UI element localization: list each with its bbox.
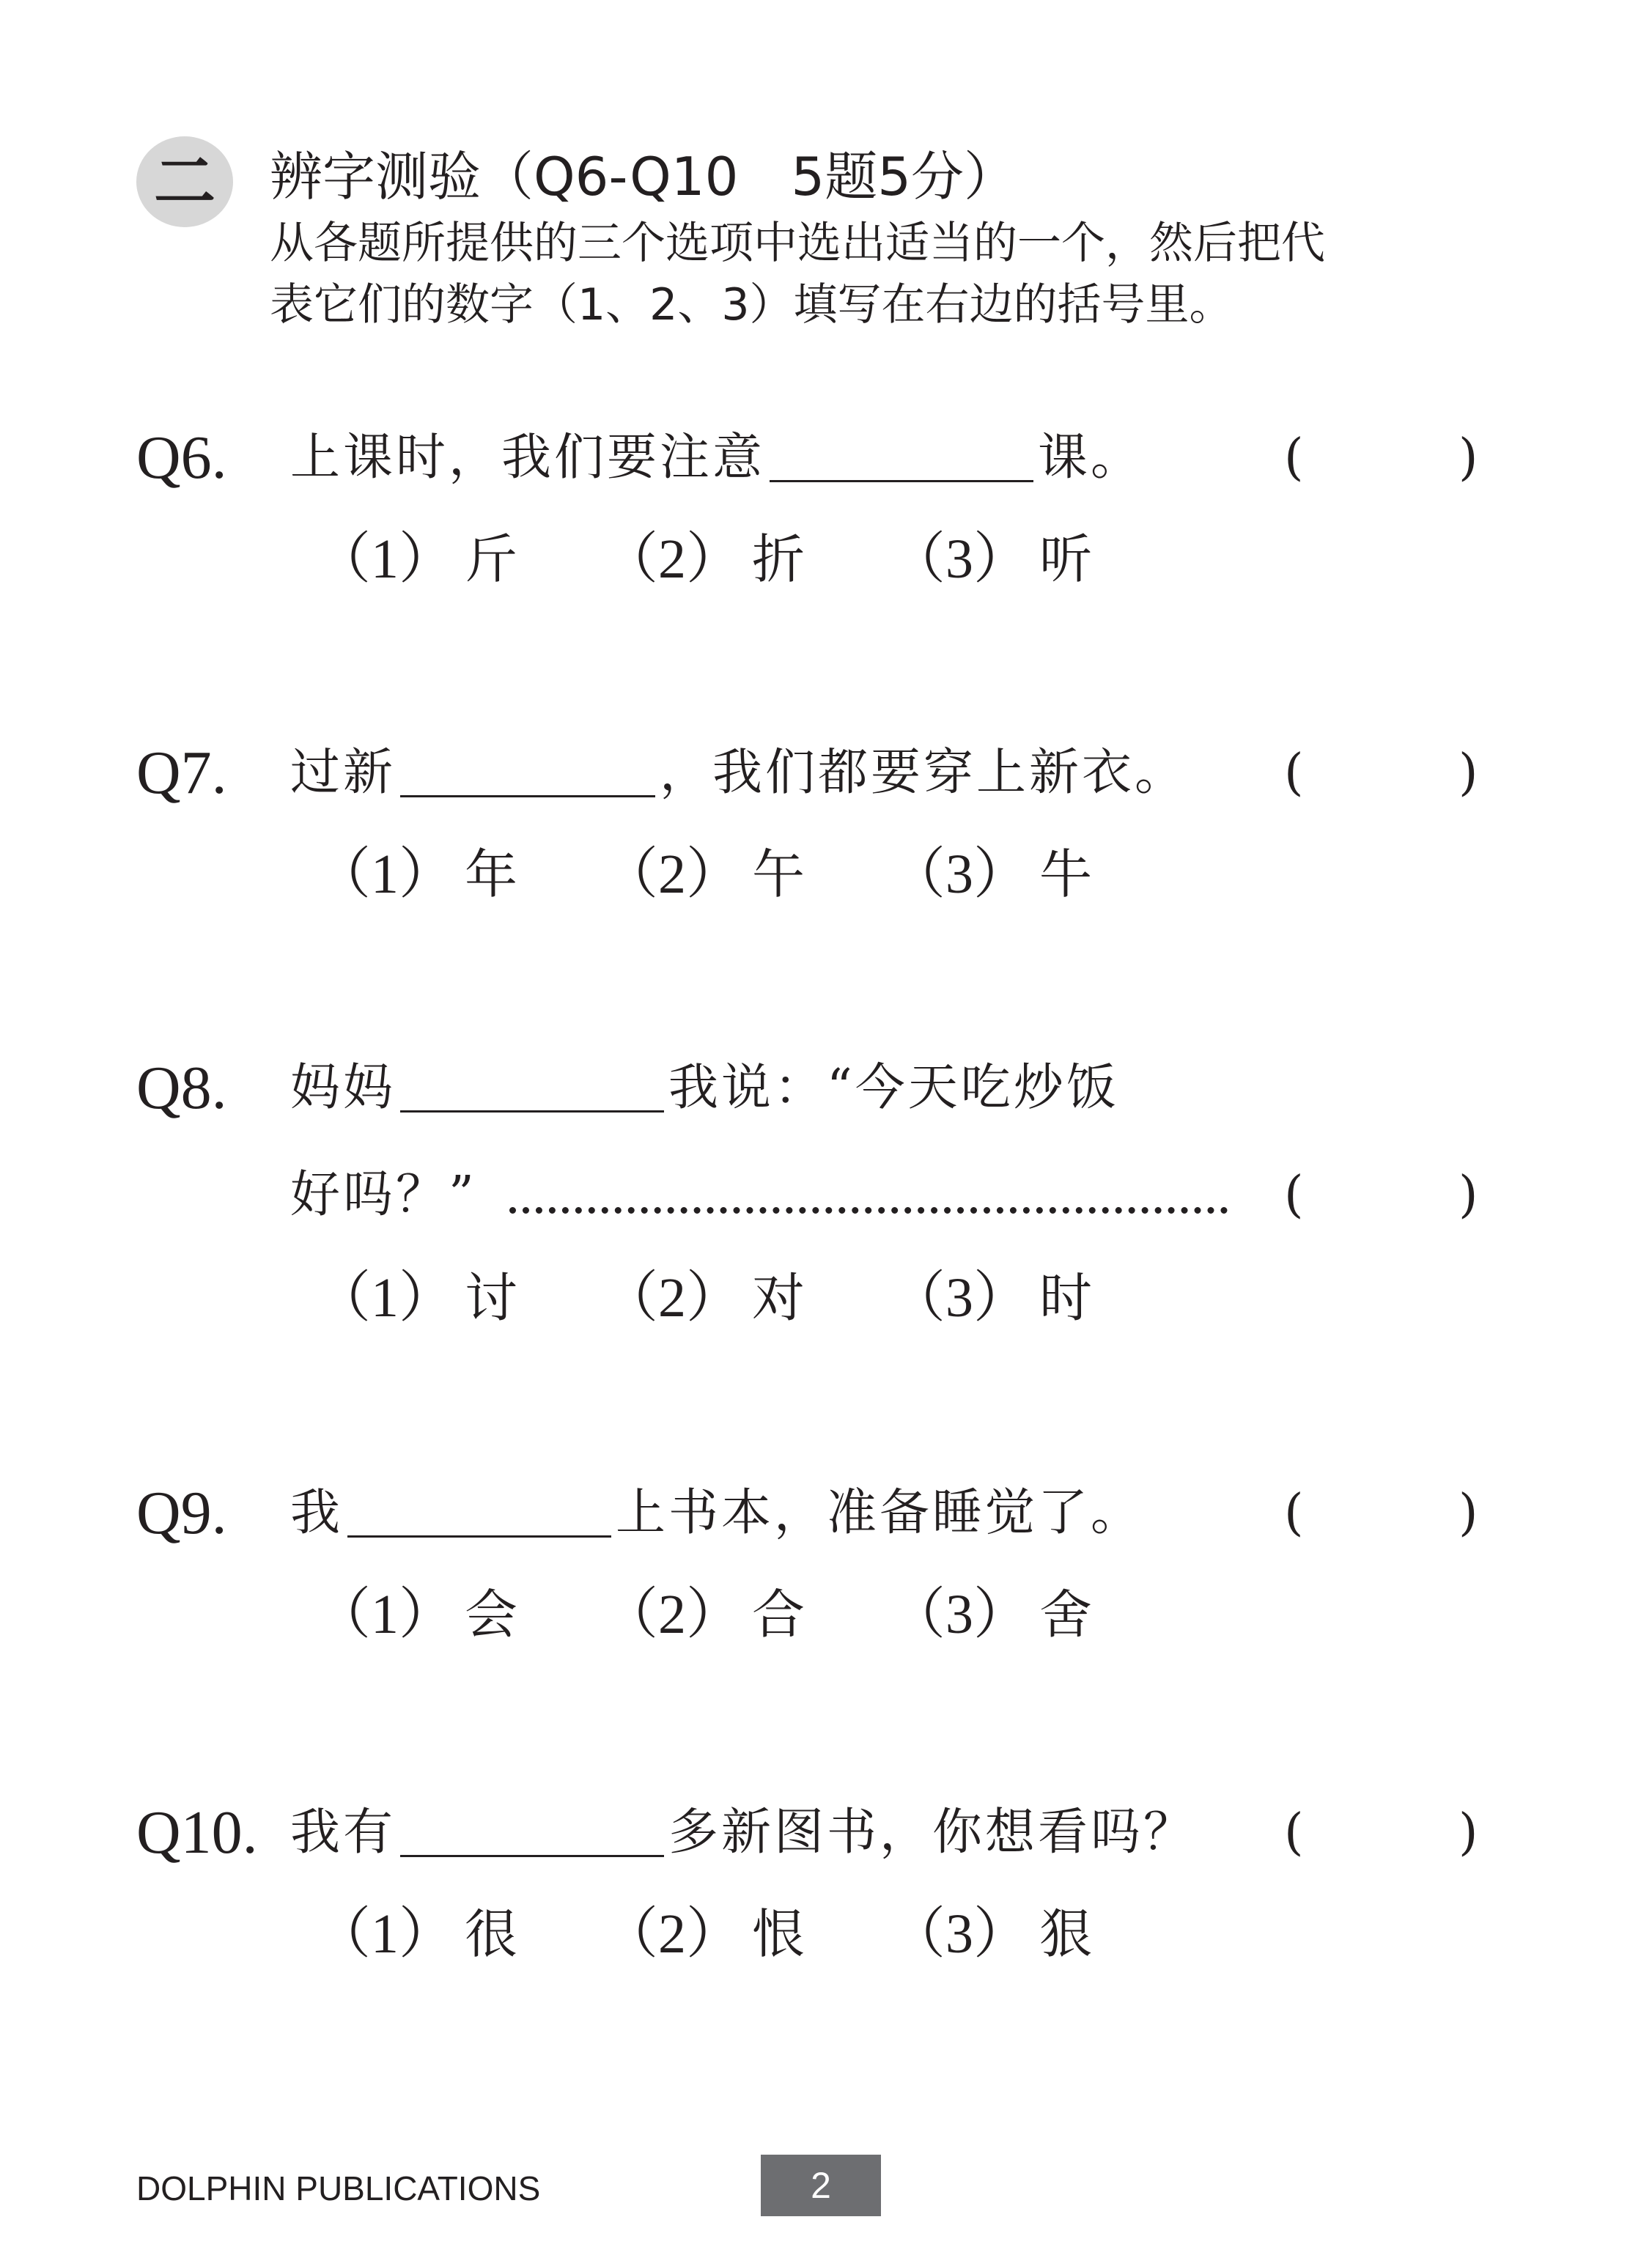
option-number: （3） — [890, 1903, 1029, 1965]
question-text-before: 我 — [290, 1484, 344, 1542]
instruction-line-1: 从各题所提供的三个选项中选出适当的一个，然后把代 — [270, 218, 1325, 269]
option-number: （2） — [602, 528, 742, 590]
instruction-line-2: 表它们的数字（1、2、3）填写在右边的括号里。 — [270, 279, 1234, 331]
answer-blank — [347, 1484, 611, 1538]
question-number: Q9. — [136, 1479, 227, 1547]
answer-paren-open: ( — [1284, 1804, 1304, 1862]
option-3 — [890, 1901, 1177, 1967]
question-text-before: 妈妈 — [290, 1059, 397, 1117]
question-line — [136, 1480, 1143, 1546]
option-number: （2） — [602, 844, 742, 905]
options-row — [315, 526, 1177, 592]
option-number: （1） — [315, 1903, 454, 1965]
dotted-leader — [509, 1156, 1228, 1214]
question-line-2 — [290, 1162, 1228, 1228]
option-3 — [890, 1265, 1177, 1331]
option-char: 很 — [465, 1903, 518, 1965]
question-text-before: 上课时，我们要注意 — [290, 429, 766, 487]
option-2 — [602, 1901, 890, 1967]
question-text-before: 过新 — [290, 744, 397, 802]
option-char: 听 — [1039, 528, 1093, 590]
answer-blank — [400, 744, 655, 797]
answer-paren-close: ) — [1459, 1484, 1478, 1542]
option-2 — [602, 841, 890, 907]
answer-paren-close: ) — [1459, 429, 1478, 487]
answer-paren-close: ) — [1459, 744, 1478, 802]
option-char: 午 — [752, 844, 805, 905]
option-1 — [315, 1265, 602, 1331]
option-3 — [890, 841, 1177, 907]
answer-paren-close: ) — [1459, 1166, 1478, 1224]
question-text-after: 课。 — [1038, 429, 1144, 487]
option-number: （1） — [315, 1267, 454, 1329]
option-number: （1） — [315, 844, 454, 905]
section-badge: 二 — [136, 136, 233, 227]
question-text-after: ，我们都要穿上新衣。 — [660, 744, 1188, 802]
option-char: 讨 — [465, 1267, 518, 1329]
option-number: （2） — [602, 1584, 742, 1645]
option-number: （3） — [890, 1584, 1029, 1645]
option-number: （3） — [890, 844, 1029, 905]
option-char: 折 — [752, 528, 805, 590]
answer-blank — [770, 429, 1033, 482]
option-number: （3） — [890, 1267, 1029, 1329]
option-2 — [602, 1582, 890, 1648]
question-line — [136, 1055, 1119, 1121]
option-char: 狠 — [1039, 1903, 1093, 1965]
question-number: Q8. — [136, 1054, 227, 1122]
option-3 — [890, 1582, 1177, 1648]
question-line — [136, 425, 1143, 491]
option-char: 会 — [465, 1584, 518, 1645]
answer-blank — [400, 1804, 664, 1857]
question-number: Q6. — [136, 424, 227, 492]
answer-paren-open: ( — [1284, 1166, 1304, 1224]
question-number: Q10. — [136, 1798, 258, 1867]
answer-paren-open: ( — [1284, 1484, 1304, 1542]
option-number: （2） — [602, 1267, 742, 1329]
question-text-after: 上书本，准备睡觉了。 — [616, 1484, 1144, 1542]
option-number: （1） — [315, 1584, 454, 1645]
options-row — [315, 1265, 1177, 1331]
question-text-after: 多新图书，你想看吗？ — [668, 1804, 1197, 1862]
options-row — [315, 1582, 1177, 1648]
option-1 — [315, 841, 602, 907]
option-char: 年 — [465, 844, 518, 905]
option-1 — [315, 1582, 602, 1648]
question-line — [136, 740, 1187, 806]
question-text-after: 我说：“今天吃炒饭 — [668, 1059, 1119, 1117]
answer-paren-open: ( — [1284, 744, 1304, 802]
option-3 — [890, 526, 1177, 592]
option-1 — [315, 526, 602, 592]
question-text-before: 我有 — [290, 1804, 397, 1862]
option-char: 牛 — [1039, 844, 1093, 905]
question-line — [136, 1800, 1196, 1866]
page-number-badge: 2 — [761, 2155, 881, 2216]
option-char: 恨 — [752, 1903, 805, 1965]
options-row — [315, 841, 1177, 907]
option-2 — [602, 526, 890, 592]
option-number: （2） — [602, 1903, 742, 1965]
option-1 — [315, 1901, 602, 1967]
option-number: （1） — [315, 528, 454, 590]
answer-blank — [400, 1059, 664, 1113]
option-number: （3） — [890, 528, 1029, 590]
answer-paren-close: ) — [1459, 1804, 1478, 1862]
option-char: 斤 — [465, 528, 518, 590]
option-2 — [602, 1265, 890, 1331]
answer-paren-open: ( — [1284, 429, 1304, 487]
option-char: 时 — [1039, 1267, 1093, 1329]
question-number: Q7. — [136, 739, 227, 807]
section-title: 辨字测验（Q6-Q10 5题5分） — [270, 146, 1017, 207]
option-char: 舍 — [1039, 1584, 1093, 1645]
options-row — [315, 1901, 1177, 1967]
option-char: 对 — [752, 1267, 805, 1329]
footer-publisher: DOLPHIN PUBLICATIONS — [136, 2169, 541, 2207]
option-char: 合 — [752, 1584, 805, 1645]
question-text-continued: 好吗？” — [290, 1166, 477, 1224]
